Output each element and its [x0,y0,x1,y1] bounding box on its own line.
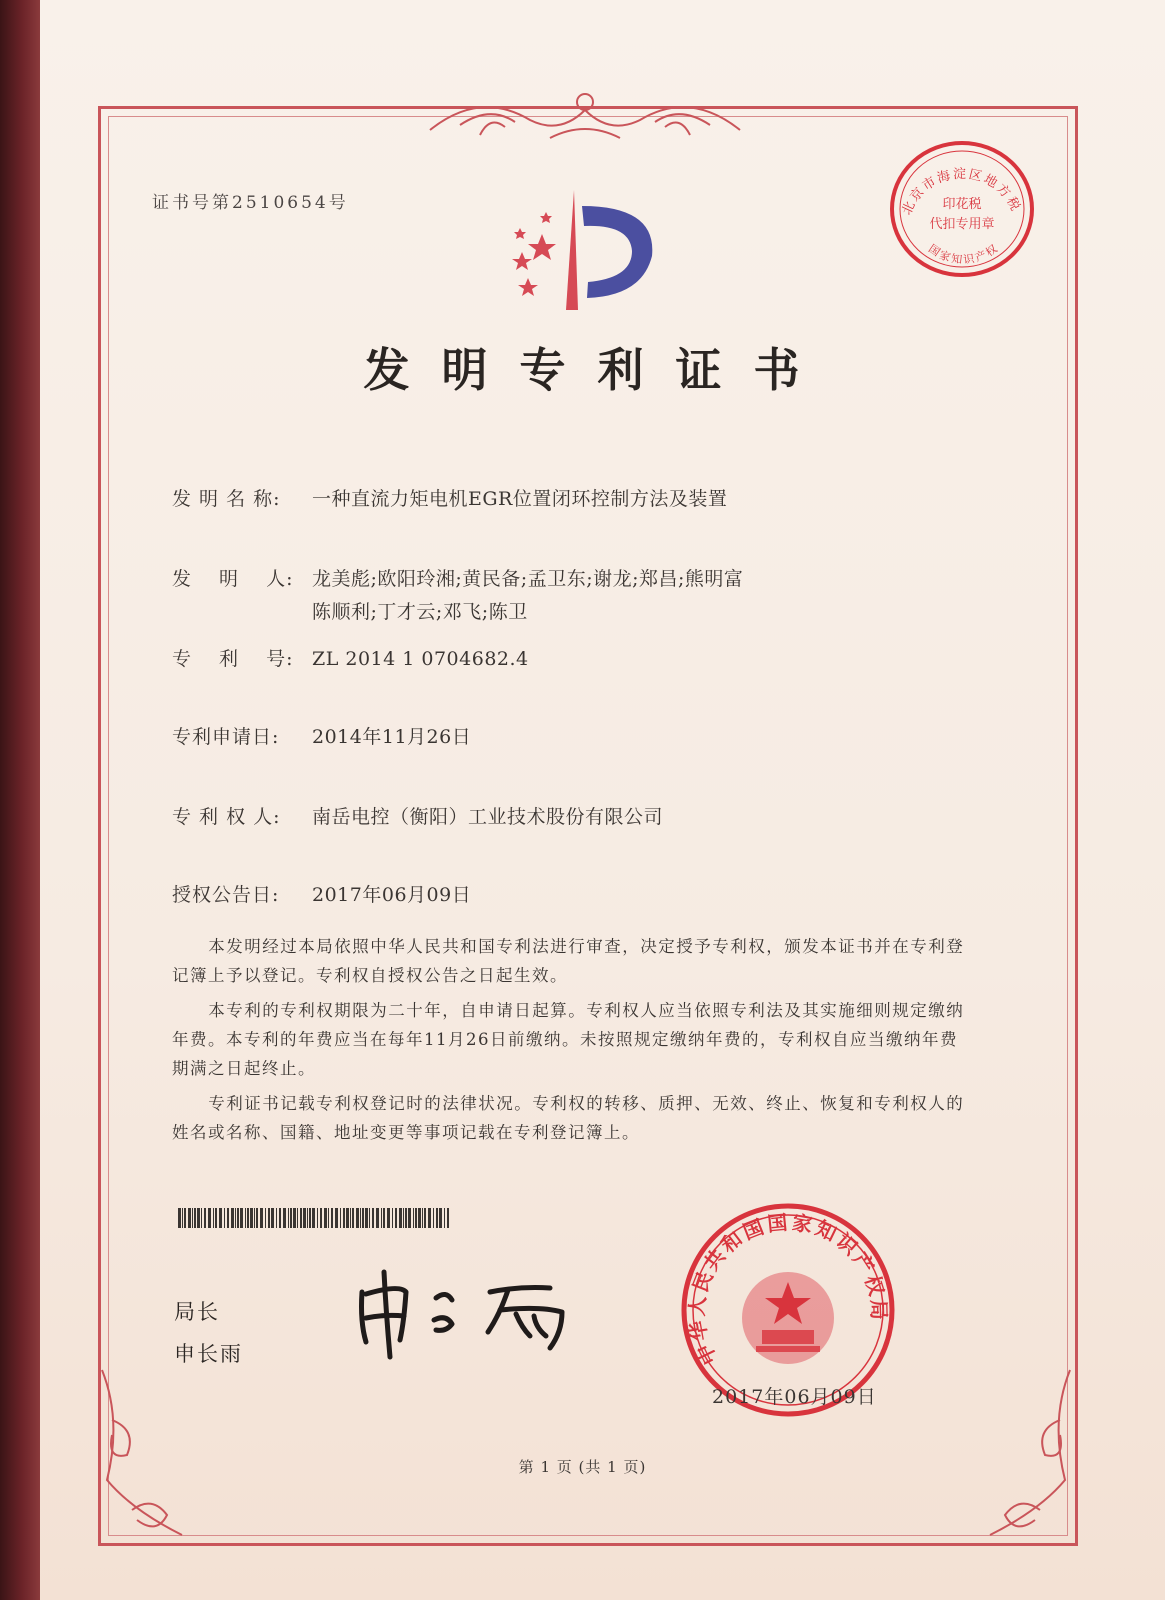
tax-stamp [888,138,1036,284]
top-ornament-icon [420,80,750,150]
grant-date-label: 授权公告日: [172,884,280,906]
body-paragraph: 本专利的专利权期限为二十年，自申请日起算。专利权人应当依照专利法及其实施细则规定缴纳年费。本专利的年费应当在每年11月26日前缴纳。未按照规定缴纳年费的，专利权自应当缴纳年费期满之日起终止。 [172,1001,965,1078]
patent-number-value: ZL 2014 1 0704682.4 [312,648,529,670]
tax-stamp-line2: 代扣专用章 [929,217,995,232]
book-binding [0,0,40,1600]
body-paragraph: 本发明经过本局依照中华人民共和国专利法进行审查，决定授予专利权，颁发本证书并在专利登记簿上予以登记。专利权自授权公告之日起生效。 [172,937,965,985]
inventors-label: 发 明 人: [172,568,294,590]
field-application-date [172,722,471,749]
field-grant-date [172,880,471,907]
certificate-body [172,932,972,1153]
application-date-value: 2014年11月26日 [312,726,472,748]
tax-stamp-seal-icon [888,138,1036,280]
director-name: 申长雨 [174,1342,243,1366]
grant-date-value: 2017年06月09日 [312,884,472,906]
seal-issuer-text: 中华人民共和国国家知识产权局 [684,1209,892,1369]
certificate-number: 证书号第2510654号 [152,193,349,213]
invention-name-value: 一种直流力矩电机EGR位置闭环控制方法及装置 [312,488,728,510]
patent-number-label: 专 利 号: [172,648,294,670]
patentee-label: 专 利 权 人: [172,806,281,828]
signature-icon [350,1262,590,1362]
patentee-value: 南岳电控（衡阳）工业技术股份有限公司 [312,806,664,828]
field-patent-number [172,644,529,671]
inventors-value-line2: 陈顺利;丁才云;邓飞;陈卫 [312,601,528,623]
sipo-logo-icon [492,186,662,316]
inventors-value-line1: 龙美彪;欧阳玲湘;黄民备;孟卫东;谢龙;郑昌;熊明富 [312,568,744,590]
invention-name-label: 发 明 名 称: [172,488,281,510]
barcode-icon [178,1208,450,1228]
body-paragraph: 专利证书记载专利权登记时的法律状况。专利权的转移、质押、无效、终止、恢复和专利权人的姓名或名称、国籍、地址变更等事项记载在专利登记簿上。 [172,1094,965,1142]
certificate-title: 发明专利证书 [363,343,832,397]
corner-ornament-icon [92,1360,212,1550]
field-patentee [172,802,663,829]
director-title: 局长 [174,1300,220,1324]
page-footer: 第 1 页 (共 1 页) [518,1458,647,1476]
tax-stamp-bottom-text: 国家知识产权 [925,241,1002,267]
tax-stamp-line1: 印花税 [942,197,982,212]
seal-date: 2017年06月09日 [712,1386,877,1408]
application-date-label: 专利申请日: [172,726,280,748]
corner-ornament-icon [960,1360,1080,1550]
tax-stamp-outer-text: 北京市海淀区地方税 [899,166,1024,218]
field-inventors [172,564,743,624]
field-invention-name [172,484,727,511]
